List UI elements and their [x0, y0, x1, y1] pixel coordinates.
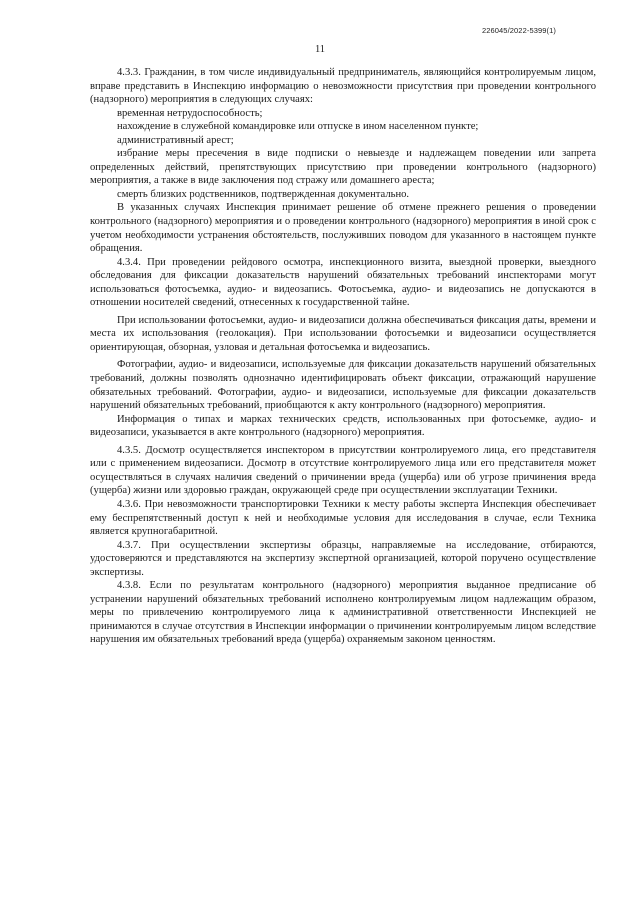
paragraph: Фотографии, аудио- и видеозаписи, используемые для фиксации доказательств нарушений обязательных требований, должны позволять однозначно идентифицировать объект фиксации, отражающий нарушение обязательных требований. Фотографии, аудио- и видеозаписи, используемые для фиксации доказательств нарушений обязательных требований, приобщаются к акту контрольного (надзорного) мероприятия.: [90, 359, 596, 412]
paragraph: 4.3.6. При невозможности транспортировки Техники к месту работы эксперта Инспекция обеспечивает ему беспрепятственный доступ к ней и необходимые условия для исследования в случае, если Техника является крупногабаритной.: [90, 498, 596, 538]
paragraph: 4.3.7. При осуществлении экспертизы образцы, направляемые на исследование, отбираются, удостоверяются и представляются на экспертизу экспертной организацией, которой поручено осуществление экспертизы.: [90, 539, 596, 578]
list-item: смерть близких родственников, подтвержденная документально.: [117, 188, 410, 200]
paragraph: При использовании фотосъемки, аудио- и видеозаписи должна обеспечиваться фиксация даты, времени и места их использования (геолокация). При использовании фотосъемки и видеозаписи осуществляется ориентирующая, обзорная, узловая и детальная фотосъемка и видеозапись.: [90, 314, 596, 353]
list-item: избрание меры пресечения в виде подписки о невыезде и надлежащем поведении или запрета определенных действий, препятствующих присутствию при проведении контрольного (надзорного) мероприятия, а также в виде заключения под стражу или домашнего ареста;: [90, 148, 596, 187]
list-item: временная нетрудоспособность;: [117, 107, 263, 119]
paragraph: Информация о типах и марках технических средств, использованных при фотосъемке, аудио- и видеозаписи, указывается в акте контрольного (надзорного) мероприятия.: [90, 413, 596, 439]
paragraph: 4.3.5. Досмотр осуществляется инспектором в присутствии контролируемого лица, его представителя или с применением видеозаписи. Досмотр в отсутствие контролируемого лица или его представителя может осуществляться в случаях наличия сведений о причинении вреда (ущерба) или об угрозе причинения вреда (ущерба) жизни или здоровью граждан, окружающей среде при осуществлении эксплуатации Техники.: [90, 444, 596, 497]
page-number: 11: [314, 44, 326, 55]
paragraph: 4.3.8. Если по результатам контрольного (надзорного) мероприятия выданное предписание об устранении нарушений обязательных требований исполнено контролируемым лицом надлежащим образом, меры по привлечению контролируемого лица к административной ответственности Инспекцией не принимаются в случае отсутствия в Инспекции информации о причинении контролируемым лицом вследствие нарушения им обязательных требований вреда (ущерба) охраняемым законом ценностям.: [90, 580, 596, 646]
paragraph: 4.3.4. При проведении рейдового осмотра, инспекционного визита, выездной проверки, выездного обследования для фиксации доказательств нарушений обязательных требований инспекторами могут использоваться фотосъемка, аудио- и видеозапись. Фотосъемка, аудио- и видеозапись не допускаются в отношении носителей сведений, отнесенных к государственной тайне.: [90, 256, 596, 309]
document-body: [90, 66, 596, 647]
paragraph: 4.3.3. Гражданин, в том числе индивидуальный предприниматель, являющийся контролируемым лицом, вправе представить в Инспекцию информацию о невозможности присутствия при проведении контрольного (надзорного) мероприятия в следующих случаях:: [90, 67, 596, 106]
list-item: административный арест;: [117, 134, 234, 146]
paragraph: В указанных случаях Инспекция принимает решение об отмене прежнего решения о проведении контрольного (надзорного) мероприятия и о проведении контрольного (надзорного) мероприятия в иной срок с учетом необходимости устранения обстоятельств, послуживших поводом для указанного в настоящем пункте обращения.: [90, 202, 596, 255]
registration-number: 226045/2022-5399(1): [481, 26, 556, 35]
list-item: нахождение в служебной командировке или отпуске в ином населенном пункте;: [117, 121, 479, 133]
